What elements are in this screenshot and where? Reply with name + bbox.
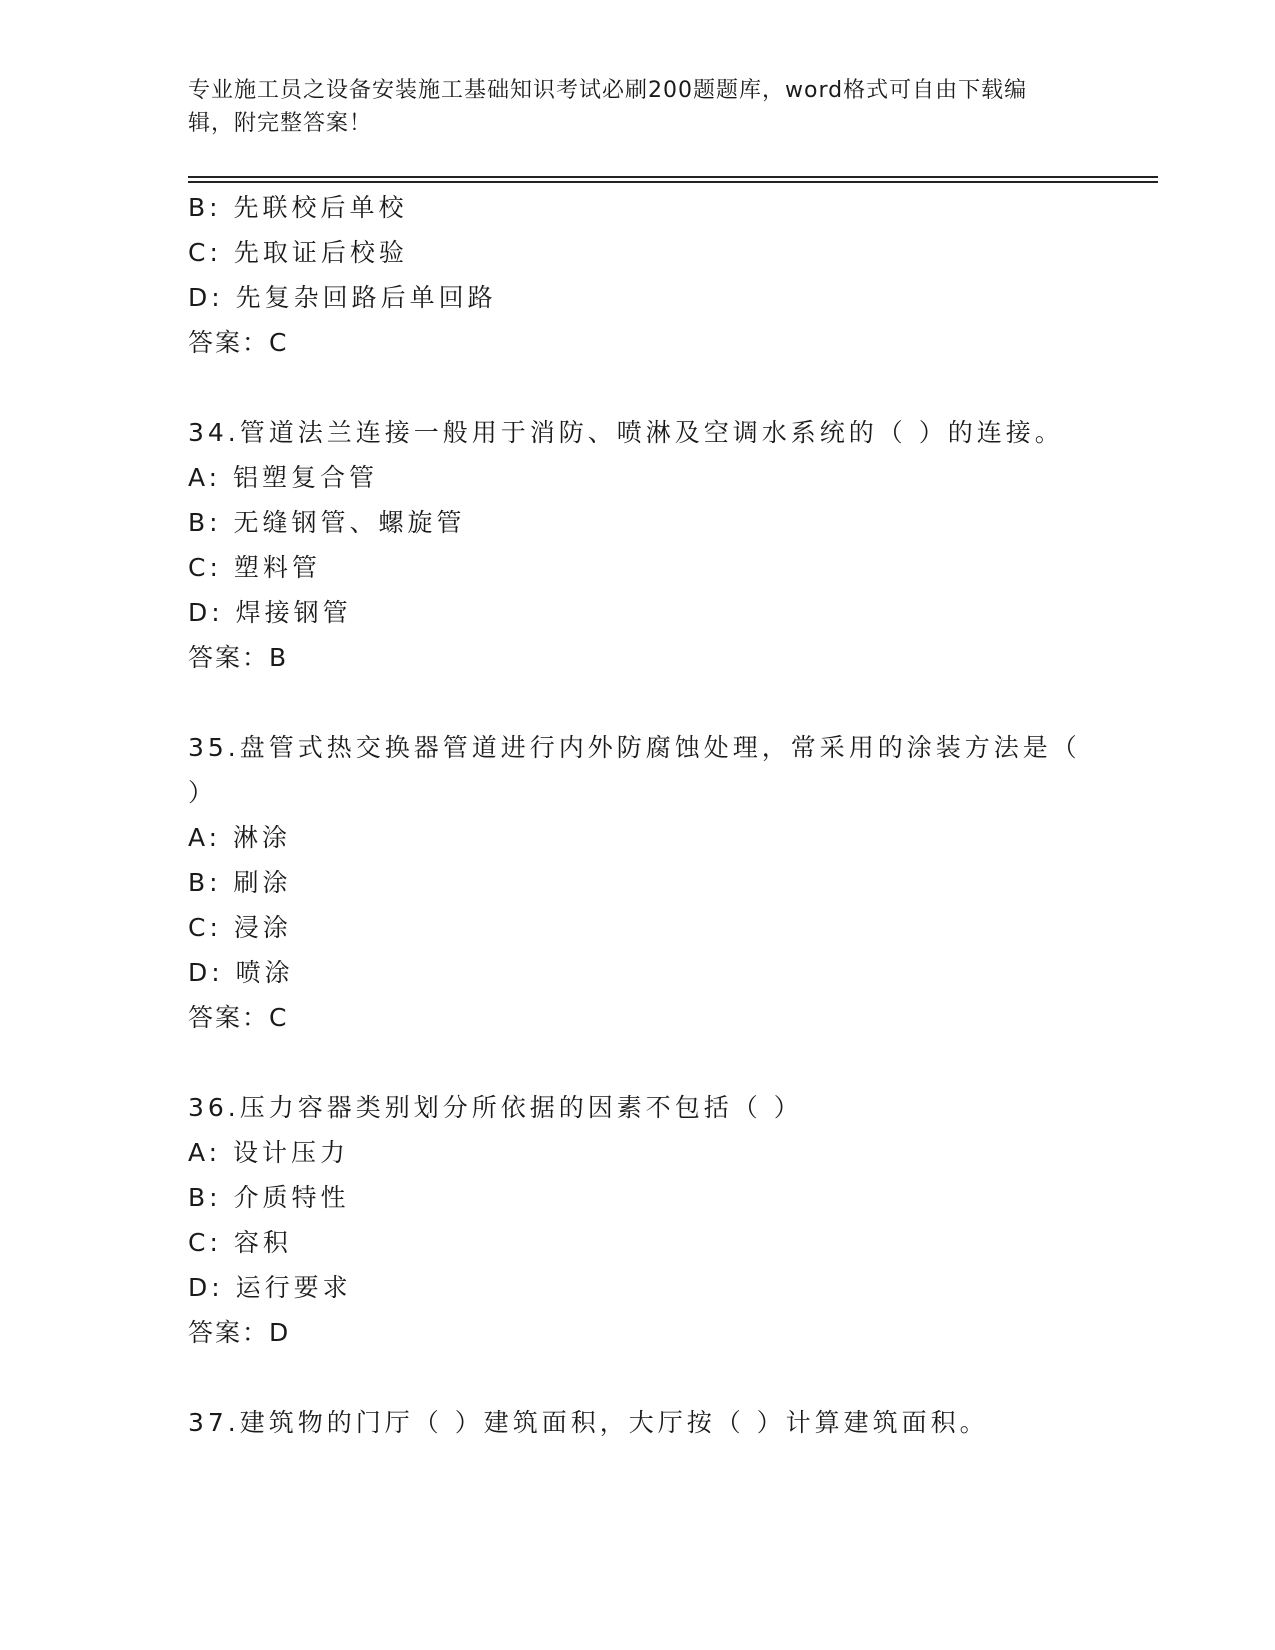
- q36-answer: 答案：D: [188, 1318, 291, 1347]
- q36-option-c: C: 容积: [188, 1228, 292, 1257]
- q36-option-d: D: 运行要求: [188, 1273, 352, 1302]
- q33-option-c: C: 先取证后校验: [188, 238, 408, 267]
- q33-option-b: B: 先联校后单校: [188, 193, 408, 222]
- q34-option-a: A: 铝塑复合管: [188, 463, 379, 492]
- q33-answer: 答案：C: [188, 328, 289, 357]
- q36-stem: 36.压力容器类别划分所依据的因素不包括（ ）: [188, 1093, 803, 1122]
- q37-stem: 37.建筑物的门厅（ ）建筑面积，大厅按（ ）计算建筑面积。: [188, 1408, 989, 1437]
- q36-option-b: B: 介质特性: [188, 1183, 350, 1212]
- q35-option-d: D: 喷涂: [188, 958, 294, 987]
- document-header: 专业施工员之设备安装施工基础知识考试必刷200题题库，word格式可自由下载编辑，附完整答案！: [188, 78, 1028, 136]
- q35-stem-line2: ）: [188, 778, 218, 807]
- q35-stem-line1: 35.盘管式热交换器管道进行内外防腐蚀处理，常采用的涂装方法是（: [188, 733, 1081, 762]
- q34-option-c: C: 塑料管: [188, 553, 321, 582]
- q35-option-a: A: 淋涂: [188, 823, 292, 852]
- header-divider-bottom: [188, 181, 1158, 183]
- header-divider-top: [188, 176, 1158, 178]
- q34-option-b: B: 无缝钢管、螺旋管: [188, 508, 466, 537]
- q34-stem: 34.管道法兰连接一般用于消防、喷淋及空调水系统的（ ）的连接。: [188, 418, 1064, 447]
- q36-option-a: A: 设计压力: [188, 1138, 350, 1167]
- q34-option-d: D: 焊接钢管: [188, 598, 352, 627]
- q35-option-b: B: 刷涂: [188, 868, 292, 897]
- q35-answer: 答案：C: [188, 1003, 289, 1032]
- q35-option-c: C: 浸涂: [188, 913, 292, 942]
- q33-option-d: D: 先复杂回路后单回路: [188, 283, 497, 312]
- q34-answer: 答案：B: [188, 643, 289, 672]
